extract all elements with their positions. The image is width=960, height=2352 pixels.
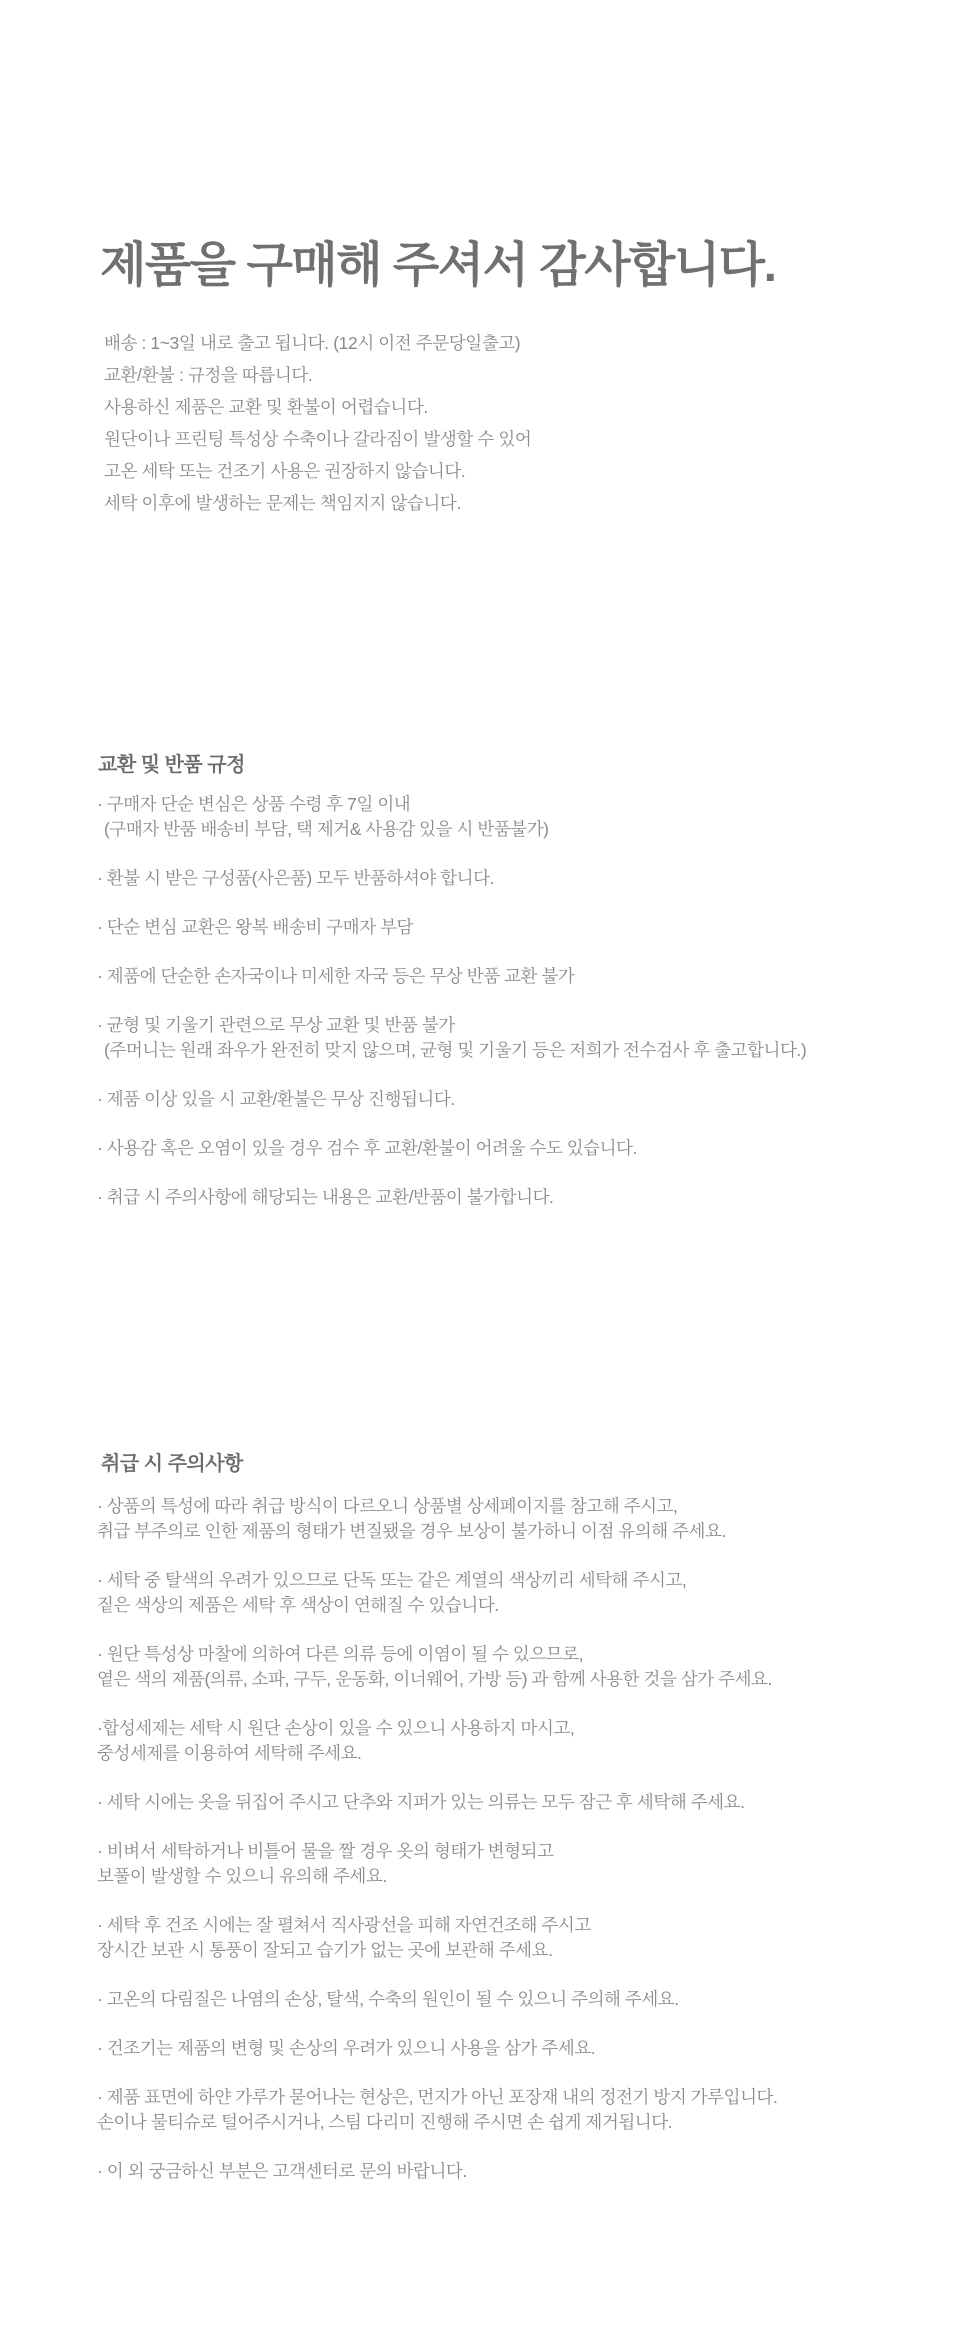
list-item (97, 915, 806, 940)
rule-text: · 환불 시 받은 구성품(사은품) 모두 반품하셔야 합니다. (97, 868, 494, 888)
list-item (97, 1185, 806, 1210)
list-item (97, 1013, 806, 1063)
rule-text: · 제품 이상 있을 시 교환/환불은 무상 진행됩니다. (97, 1089, 455, 1109)
notice-line-after-wash: 세탁 이후에 발생하는 문제는 책임지지 않습니다. (104, 493, 461, 513)
exchange-policy-list (97, 792, 806, 1234)
care-instructions-title: 취급 시 주의사항 (101, 1453, 243, 1475)
rule-text: · 세탁 후 건조 시에는 잘 펼쳐서 직사광선을 피해 자연건조해 주시고 (97, 1915, 591, 1935)
rule-text: · 단순 변심 교환은 왕복 배송비 구매자 부담 (97, 917, 413, 937)
list-item (97, 1913, 777, 1963)
list-item (97, 866, 806, 891)
care-instructions-list (97, 1494, 777, 2208)
notice-line-used-product: 사용하신 제품은 교환 및 환불이 어렵습니다. (104, 397, 428, 417)
list-item (97, 1987, 777, 2012)
rule-text: · 비벼서 세탁하거나 비틀어 물을 짤 경우 옷의 형태가 변형되고 (97, 1841, 554, 1861)
rule-subtext: 옅은 색의 제품(의류, 소파, 구두, 운동화, 이너웨어, 가방 등) 과 함께 사용한 것을 삼가 주세요. (97, 1669, 772, 1689)
rule-text: ·합성세제는 세탁 시 원단 손상이 있을 수 있으니 사용하지 마시고, (97, 1718, 575, 1738)
rule-text: · 취급 시 주의사항에 해당되는 내용은 교환/반품이 불가합니다. (97, 1187, 554, 1207)
rule-subtext: 취급 부주의로 인한 제품의 형태가 변질됐을 경우 보상이 불가하니 이점 유의해 주세요. (97, 1521, 726, 1541)
list-item (97, 964, 806, 989)
list-item (97, 1087, 806, 1112)
list-item (97, 1642, 777, 1692)
rule-text: · 세탁 중 탈색의 우려가 있으므로 단독 또는 같은 계열의 색상끼리 세탁해 주시고, (97, 1570, 687, 1590)
list-item (97, 2159, 777, 2184)
shipping-notice-list (104, 327, 531, 519)
rule-text: · 상품의 특성에 따라 취급 방식이 다르오니 상품별 상세페이지를 참고해 주시고, (97, 1496, 678, 1516)
list-item (97, 2036, 777, 2061)
rule-subtext: (구매자 반품 배송비 부담, 택 제거& 사용감 있을 시 반품불가) (104, 819, 549, 839)
rule-text: · 제품 표면에 하얀 가루가 묻어나는 현상은, 먼지가 아닌 포장재 내의 정전기 방지 가루입니다. (97, 2087, 778, 2107)
rule-text: · 고온의 다림질은 나염의 손상, 탈색, 수축의 원인이 될 수 있으니 주의해 주세요. (97, 1989, 679, 2009)
rule-subtext: 짙은 색상의 제품은 세탁 후 색상이 연해질 수 있습니다. (97, 1595, 499, 1615)
list-item (97, 1136, 806, 1161)
notice-line-fabric: 원단이나 프린팅 특성상 수축이나 갈라짐이 발생할 수 있어 (104, 429, 532, 449)
notice-line-exchange: 교환/환불 : 규정을 따릅니다. (104, 365, 313, 385)
notice-line-shipping: 배송 : 1~3일 내로 출고 됩니다. (12시 이전 주문당일출고) (104, 333, 521, 353)
list-item (97, 1716, 777, 1766)
list-item (97, 792, 806, 842)
rule-text: · 구매자 단순 변심은 상품 수령 후 7일 이내 (97, 794, 411, 814)
rule-text: · 건조기는 제품의 변형 및 손상의 우려가 있으니 사용을 삼가 주세요. (97, 2038, 596, 2058)
rule-text: · 이 외 궁금하신 부분은 고객센터로 문의 바랍니다. (97, 2161, 467, 2181)
list-item (97, 1568, 777, 1618)
list-item (97, 1839, 777, 1889)
exchange-policy-title: 교환 및 반품 규정 (98, 754, 245, 776)
rule-subtext: 장시간 보관 시 통풍이 잘되고 습기가 없는 곳에 보관해 주세요. (97, 1940, 553, 1960)
rule-subtext: 손이나 물티슈로 털어주시거나, 스팀 다리미 진행해 주시면 손 쉽게 제거됩니다. (97, 2112, 673, 2132)
page-title: 제품을 구매해 주셔서 감사합니다. (100, 239, 776, 292)
notice-line-high-temp: 고온 세탁 또는 건조기 사용은 권장하지 않습니다. (104, 461, 466, 481)
rule-subtext: 중성세제를 이용하여 세탁해 주세요. (97, 1743, 362, 1763)
list-item (97, 1494, 777, 1544)
rule-text: · 사용감 혹은 오염이 있을 경우 검수 후 교환/환불이 어려울 수도 있습니다. (97, 1138, 637, 1158)
list-item (97, 2085, 777, 2135)
rule-text: · 원단 특성상 마찰에 의하여 다른 의류 등에 이염이 될 수 있으므로, (97, 1644, 584, 1664)
rule-subtext: (주머니는 원래 좌우가 완전히 맞지 않으며, 균형 및 기울기 등은 저희가 전수검사 후 출고합니다.) (104, 1040, 807, 1060)
rule-subtext: 보풀이 발생할 수 있으니 유의해 주세요. (97, 1866, 387, 1886)
rule-text: · 세탁 시에는 옷을 뒤집어 주시고 단추와 지퍼가 있는 의류는 모두 잠근 후 세탁해 주세요. (97, 1792, 745, 1812)
list-item (97, 1790, 777, 1815)
rule-text: · 균형 및 기울기 관련으로 무상 교환 및 반품 불가 (97, 1015, 455, 1035)
rule-text: · 제품에 단순한 손자국이나 미세한 자국 등은 무상 반품 교환 불가 (97, 966, 575, 986)
